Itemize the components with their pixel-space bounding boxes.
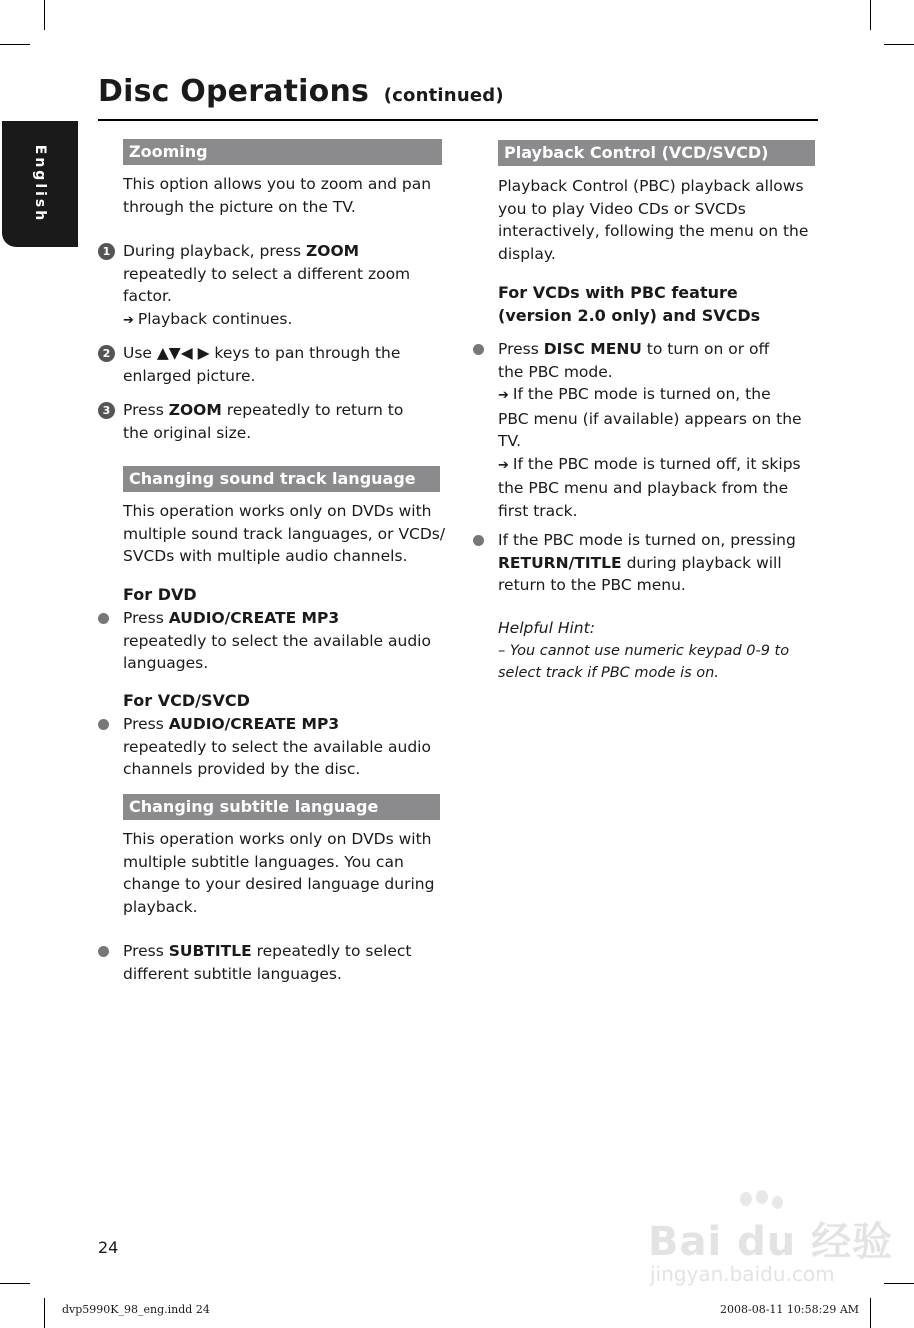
pbc-subheading: For VCDs with PBC feature (version 2.0 only) and SVCDs: [498, 283, 761, 325]
sound-track-intro: This operation works only on DVDs with multiple sound track languages, or VCDs/ SVCDs with multiple audio channels.: [123, 502, 446, 565]
language-tab: [2, 121, 78, 247]
subtitle-heading: Changing subtitle language: [123, 794, 440, 820]
direction-arrows-icon: ▲▼◀ ▶: [156, 344, 210, 362]
bullet-icon: [473, 535, 484, 546]
footer-timestamp: 2008-08-11 10:58:29 AM: [720, 1303, 860, 1316]
watermark-url: jingyan.baidu.com: [650, 1262, 835, 1286]
bullet-icon: [473, 344, 484, 355]
arrow-right-icon: ➔: [123, 312, 134, 328]
page-number: 24: [98, 1238, 119, 1257]
subtitle-instruction: Press SUBTITLE repeatedly to select different subtitle languages.: [123, 942, 412, 983]
crop-mark: [870, 0, 871, 30]
bullet-icon: [98, 719, 109, 730]
crop-mark: [884, 44, 914, 45]
pbc-disc-menu-instruction: Press DISC MENU to turn on or off the PBC mode. ➔ If the PBC mode is turned on, the PBC menu (if available) appears on the TV. ➔ If the PBC mode is turned off, it skips the PBC menu and playback from the first track.: [498, 340, 802, 520]
title-rule: [98, 119, 818, 121]
baidu-watermark: [648, 1190, 894, 1290]
zoom-step-2: Use ▲▼◀ ▶ keys to pan through the enlarged picture.: [123, 344, 401, 385]
watermark-brand: Bai du 经验: [648, 1219, 894, 1265]
step-number-3: 3: [98, 402, 115, 419]
zoom-step-1: During playback, press ZOOM repeatedly to select a different zoom factor. ➔ Playback continues.: [123, 242, 411, 328]
step-number-1: 1: [98, 243, 115, 260]
crop-mark: [0, 1283, 30, 1284]
title-text: Disc Operations: [98, 74, 370, 109]
subtitle-intro: This operation works only on DVDs with multiple subtitle languages. You can change to your desired language during playback.: [123, 830, 435, 916]
crop-mark: [884, 1283, 914, 1284]
for-dvd-label: For DVD: [123, 585, 197, 604]
zooming-heading: Zooming: [123, 139, 442, 165]
bullet-icon: [98, 946, 109, 957]
crop-mark: [44, 1298, 45, 1328]
sound-track-heading: Changing sound track language: [123, 466, 440, 492]
helpful-hint: Helpful Hint: – You cannot use numeric keypad 0-9 to select track if PBC mode is on.: [498, 619, 790, 681]
footer-file: dvp5990K_98_eng.indd 24: [62, 1303, 210, 1316]
crop-mark: [0, 44, 30, 45]
pbc-return-instruction: If the PBC mode is turned on, pressing RETURN/TITLE during playback will return to the PBC menu.: [498, 531, 796, 594]
bullet-icon: [98, 613, 109, 624]
pbc-heading: Playback Control (VCD/SVCD): [498, 140, 815, 166]
for-vcd-label: For VCD/SVCD: [123, 691, 250, 710]
page-title: [98, 74, 504, 109]
vcd-audio-instruction: Press AUDIO/CREATE MP3 repeatedly to select the available audio channels provided by the disc.: [123, 715, 431, 778]
dvd-audio-instruction: Press AUDIO/CREATE MP3 repeatedly to select the available audio languages.: [123, 609, 431, 672]
zoom-step-3: Press ZOOM repeatedly to return to the original size.: [123, 401, 404, 442]
step-number-2: 2: [98, 345, 115, 362]
crop-mark: [870, 1298, 871, 1328]
arrow-right-icon: ➔: [498, 388, 509, 403]
title-subtitle: (continued): [383, 85, 504, 106]
zooming-intro: This option allows you to zoom and pan through the picture on the TV.: [123, 175, 432, 216]
pbc-intro: Playback Control (PBC) playback allows you to play Video CDs or SVCDs interactively, following the menu on the display.: [498, 177, 809, 263]
arrow-right-icon: ➔: [498, 457, 509, 473]
crop-mark: [44, 0, 45, 30]
language-tab-label: English: [32, 144, 48, 224]
